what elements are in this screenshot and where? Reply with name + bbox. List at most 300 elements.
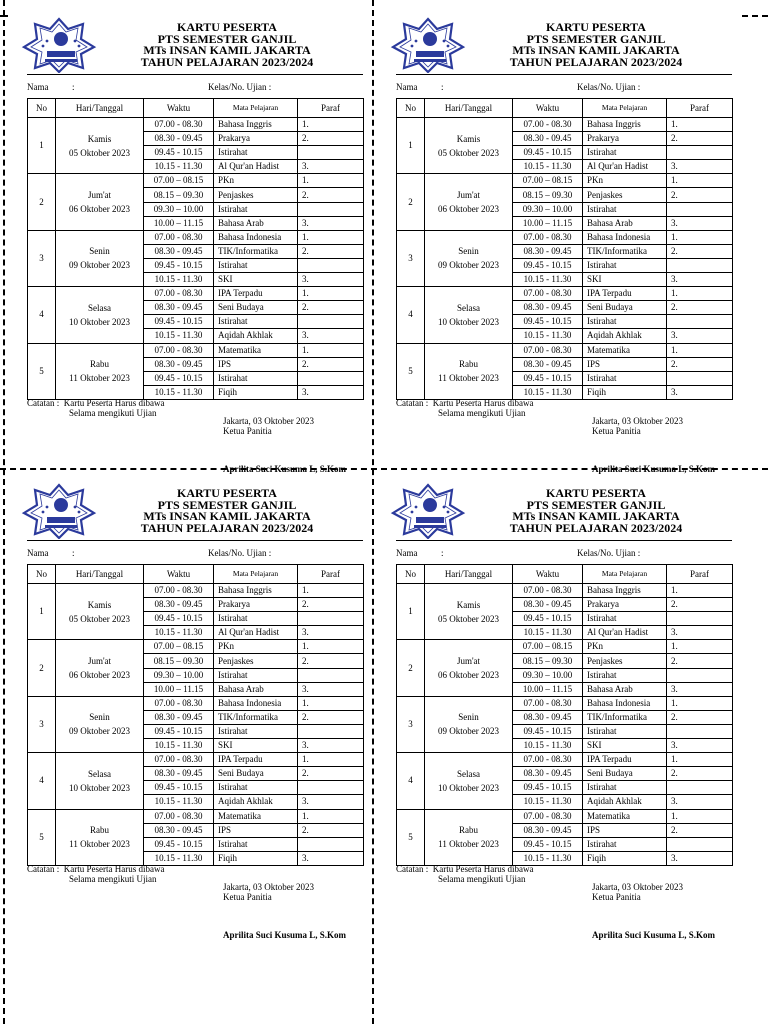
signature-slot: 1. [298, 343, 364, 357]
day-date-cell [56, 640, 144, 696]
note-line-1: Kartu Peserta Harus dibawa [432, 864, 534, 874]
schedule-row [28, 584, 364, 598]
time-slot: 10.15 - 11.30 [144, 795, 214, 809]
name-colon: : [441, 548, 444, 558]
exam-date: 10 Oktober 2023 [438, 316, 499, 327]
exam-card-2 [396, 13, 736, 474]
time-slot: 10.15 - 11.30 [513, 329, 583, 343]
time-slot: 09.45 - 10.15 [144, 612, 214, 626]
card-title: KARTU PESERTA [546, 486, 646, 500]
day-number: 3 [28, 696, 56, 752]
exam-date: 06 Oktober 2023 [438, 670, 499, 681]
name-label: Nama [27, 82, 49, 92]
signature-slot [667, 371, 733, 385]
exam-date: 11 Oktober 2023 [438, 373, 499, 384]
time-slot: 10.00 – 11.15 [144, 216, 214, 230]
day-number: 2 [28, 640, 56, 696]
exam-date: 09 Oktober 2023 [438, 726, 499, 737]
signature-slot [298, 146, 364, 160]
subject-name: Bahasa Arab [214, 216, 298, 230]
subject-name: TIK/Informatika [214, 710, 298, 724]
subject-name: Istirahat [583, 202, 667, 216]
time-slot: 07.00 - 08.30 [144, 696, 214, 710]
time-slot: 07.00 - 08.30 [144, 584, 214, 598]
academic-year: TAHUN PELAJARAN 2023/2024 [140, 520, 314, 535]
col-day: Hari/Tanggal [56, 565, 144, 584]
signature-slot: 2. [298, 244, 364, 258]
subject-name: Penjaskes [583, 188, 667, 202]
horizontal-cut-line-top-right [742, 15, 768, 17]
note-line-1: Kartu Peserta Harus dibawa [432, 398, 534, 408]
col-sign: Paraf [298, 99, 364, 118]
subject-name: Bahasa Arab [583, 682, 667, 696]
time-slot: 09.45 - 10.15 [144, 837, 214, 851]
signature-block [223, 883, 314, 902]
school-name: MTs INSAN KAMIL JAKARTA [143, 509, 311, 523]
day-name: Rabu [459, 825, 478, 836]
subject-name: Istirahat [583, 146, 667, 160]
day-date-cell [425, 230, 513, 286]
table-header-row [28, 565, 364, 584]
time-slot: 07.00 – 08.15 [513, 640, 583, 654]
day-date-cell [425, 118, 513, 174]
exam-date: 06 Oktober 2023 [69, 670, 130, 681]
day-date-cell [425, 809, 513, 865]
day-name: Jum'at [456, 656, 481, 667]
signature-slot: 3. [298, 329, 364, 343]
time-slot: 07.00 - 08.30 [513, 343, 583, 357]
card-title: KARTU PESERTA [177, 20, 277, 34]
note-line-1: Kartu Peserta Harus dibawa [63, 398, 165, 408]
time-slot: 09.45 - 10.15 [513, 315, 583, 329]
subject-name: IPS [583, 823, 667, 837]
day-number: 5 [28, 343, 56, 399]
exam-card-1 [27, 13, 367, 474]
signature-slot: 3. [298, 216, 364, 230]
col-subject [214, 99, 298, 118]
committee-role: Ketua Panitia [223, 425, 272, 436]
signature-slot: 2. [298, 188, 364, 202]
time-slot: 07.00 – 08.15 [144, 174, 214, 188]
signature-slot: 3. [667, 795, 733, 809]
signature-slot: 2. [667, 823, 733, 837]
time-slot: 07.00 - 08.30 [513, 118, 583, 132]
card-title: KARTU PESERTA [546, 20, 646, 34]
time-slot: 10.15 - 11.30 [144, 739, 214, 753]
schedule-row [28, 809, 364, 823]
day-number: 3 [397, 230, 425, 286]
day-number: 1 [397, 584, 425, 640]
subject-name: Bahasa Arab [583, 216, 667, 230]
time-slot: 08.15 – 09.30 [513, 654, 583, 668]
logo-globe [423, 32, 437, 46]
place-date: Jakarta, 03 Oktober 2023 [223, 416, 314, 426]
time-slot: 07.00 - 08.30 [513, 287, 583, 301]
name-colon: : [72, 82, 75, 92]
signature-slot: 3. [298, 851, 364, 865]
schedule-row [28, 287, 364, 301]
schedule-row [28, 118, 364, 132]
signature-block [592, 417, 683, 436]
signature-slot: 1. [298, 696, 364, 710]
subject-name: Fiqih [583, 385, 667, 399]
subject-name: Prakarya [583, 598, 667, 612]
committee-role: Ketua Panitia [592, 425, 641, 436]
day-number: 4 [397, 287, 425, 343]
day-date-cell [425, 696, 513, 752]
schedule-table [27, 564, 364, 866]
subject-name: IPS [583, 357, 667, 371]
time-slot: 10.00 – 11.15 [513, 682, 583, 696]
note [27, 865, 164, 884]
day-name: Kamis [87, 133, 112, 144]
time-slot: 09.45 - 10.15 [144, 146, 214, 160]
subject-name: Istirahat [214, 315, 298, 329]
exam-name: PTS SEMESTER GANJIL [526, 31, 666, 46]
day-number: 1 [397, 118, 425, 174]
time-slot: 07.00 – 08.15 [513, 174, 583, 188]
day-name: Jum'at [87, 190, 112, 201]
school-logo [390, 17, 466, 73]
signature-slot: 2. [298, 598, 364, 612]
name-colon: : [72, 548, 75, 558]
day-name: Senin [458, 712, 479, 723]
school-logo [21, 17, 97, 73]
time-slot: 08.30 - 09.45 [513, 301, 583, 315]
time-slot: 07.00 - 08.30 [144, 753, 214, 767]
time-slot: 10.15 - 11.30 [144, 160, 214, 174]
time-slot: 07.00 - 08.30 [144, 230, 214, 244]
schedule-row [397, 230, 733, 244]
subject-name: Prakarya [214, 598, 298, 612]
time-slot: 07.00 - 08.30 [513, 230, 583, 244]
signature-slot [298, 837, 364, 851]
day-number: 4 [28, 287, 56, 343]
name-colon: : [441, 82, 444, 92]
exam-date: 11 Oktober 2023 [69, 373, 130, 384]
schedule-table [27, 98, 364, 400]
signature-slot [298, 668, 364, 682]
signer-name: Aprilita Suci Kusuma L, S.Kom [223, 930, 347, 940]
subject-name: Prakarya [214, 132, 298, 146]
signature-slot: 3. [298, 160, 364, 174]
day-name: Kamis [87, 599, 112, 610]
col-no: No [28, 565, 56, 584]
signature-slot: 3. [298, 273, 364, 287]
time-slot: 07.00 - 08.30 [513, 696, 583, 710]
note-line-1: Kartu Peserta Harus dibawa [63, 864, 165, 874]
day-number: 1 [28, 584, 56, 640]
exam-date: 09 Oktober 2023 [69, 260, 130, 271]
card-header [456, 22, 736, 68]
day-number: 1 [28, 118, 56, 174]
subject-name: IPA Terpadu [214, 287, 298, 301]
col-time: Waktu [513, 565, 583, 584]
subject-name: Seni Budaya [214, 767, 298, 781]
day-name: Jum'at [87, 656, 112, 667]
time-slot: 09.45 - 10.15 [144, 724, 214, 738]
signature-slot: 1. [667, 753, 733, 767]
col-subject-label: Mata Pelajaran [232, 569, 279, 579]
time-slot: 08.30 - 09.45 [513, 357, 583, 371]
subject-name: Istirahat [214, 724, 298, 738]
time-slot: 08.30 - 09.45 [144, 357, 214, 371]
time-slot: 09.30 – 10.00 [144, 668, 214, 682]
schedule-row [397, 174, 733, 188]
day-name: Senin [89, 246, 110, 257]
schedule-row [397, 118, 733, 132]
time-slot: 09.45 - 10.15 [513, 371, 583, 385]
signature-slot: 1. [298, 174, 364, 188]
day-number: 2 [397, 174, 425, 230]
day-number: 2 [397, 640, 425, 696]
table-header-row [397, 99, 733, 118]
day-number: 4 [28, 753, 56, 809]
time-slot: 10.15 - 11.30 [513, 795, 583, 809]
day-date-cell [56, 287, 144, 343]
subject-name: PKn [214, 640, 298, 654]
signature-slot: 2. [298, 710, 364, 724]
subject-name: Istirahat [583, 315, 667, 329]
signature-slot: 1. [667, 640, 733, 654]
logo-globe [54, 32, 68, 46]
academic-year: TAHUN PELAJARAN 2023/2024 [140, 54, 314, 69]
school-name: MTs INSAN KAMIL JAKARTA [512, 43, 680, 57]
subject-name: Istirahat [214, 668, 298, 682]
signature-slot [298, 315, 364, 329]
note-line-2: Selama mengikuti Ujian [69, 873, 157, 884]
time-slot: 10.15 - 11.30 [513, 160, 583, 174]
signature-slot: 3. [667, 739, 733, 753]
note-line-2: Selama mengikuti Ujian [438, 873, 526, 884]
subject-name: Fiqih [214, 385, 298, 399]
name-label: Nama [396, 548, 418, 558]
signature-slot: 2. [667, 710, 733, 724]
name-label: Nama [396, 82, 418, 92]
school-name: MTs INSAN KAMIL JAKARTA [512, 509, 680, 523]
signature-slot: 1. [298, 584, 364, 598]
time-slot: 09.45 - 10.15 [144, 371, 214, 385]
exam-date: 10 Oktober 2023 [69, 316, 130, 327]
day-date-cell [56, 118, 144, 174]
exam-name: PTS SEMESTER GANJIL [526, 497, 666, 512]
subject-name: PKn [583, 640, 667, 654]
signature-slot [667, 315, 733, 329]
signature-block [223, 417, 314, 436]
time-slot: 09.45 - 10.15 [513, 837, 583, 851]
schedule-row [28, 640, 364, 654]
time-slot: 09.30 – 10.00 [513, 202, 583, 216]
col-day: Hari/Tanggal [425, 565, 513, 584]
day-date-cell [425, 287, 513, 343]
exam-date: 10 Oktober 2023 [438, 782, 499, 793]
subject-name: IPA Terpadu [214, 753, 298, 767]
schedule-row [28, 174, 364, 188]
time-slot: 10.15 - 11.30 [144, 385, 214, 399]
schedule-row [397, 640, 733, 654]
exam-name: PTS SEMESTER GANJIL [157, 31, 297, 46]
signature-slot [298, 258, 364, 272]
signature-slot: 3. [667, 626, 733, 640]
signer-name: Aprilita Suci Kusuma L, S.Kom [592, 464, 716, 474]
subject-name: PKn [583, 174, 667, 188]
card-header [87, 488, 367, 534]
subject-name: Al Qur'an Hadist [214, 160, 298, 174]
signature-slot: 1. [298, 809, 364, 823]
time-slot: 08.15 – 09.30 [144, 188, 214, 202]
col-no: No [397, 565, 425, 584]
logo-globe [54, 498, 68, 512]
exam-date: 06 Oktober 2023 [438, 204, 499, 215]
signature-slot: 2. [298, 132, 364, 146]
subject-name: Istirahat [583, 668, 667, 682]
time-slot: 10.15 - 11.30 [513, 739, 583, 753]
subject-name: Bahasa Indonesia [583, 696, 667, 710]
col-no: No [28, 99, 56, 118]
signature-slot [667, 258, 733, 272]
time-slot: 08.30 - 09.45 [513, 767, 583, 781]
col-sign: Paraf [298, 565, 364, 584]
exam-card-3 [27, 479, 367, 940]
exam-card-4 [396, 479, 736, 940]
col-day: Hari/Tanggal [425, 99, 513, 118]
col-subject [214, 565, 298, 584]
signature-slot [298, 724, 364, 738]
day-name: Senin [458, 246, 479, 257]
signature-slot: 2. [667, 244, 733, 258]
time-slot: 08.30 - 09.45 [513, 710, 583, 724]
col-subject-label: Mata Pelajaran [232, 103, 279, 113]
day-name: Selasa [88, 768, 111, 779]
subject-name: TIK/Informatika [583, 710, 667, 724]
day-number: 3 [28, 230, 56, 286]
signature-slot: 2. [667, 357, 733, 371]
schedule-row [397, 696, 733, 710]
day-number: 2 [28, 174, 56, 230]
signature-slot: 2. [298, 357, 364, 371]
time-slot: 08.30 - 09.45 [144, 244, 214, 258]
subject-name: Bahasa Inggris [214, 584, 298, 598]
subject-name: Istirahat [214, 258, 298, 272]
signature-slot: 1. [298, 230, 364, 244]
time-slot: 08.15 – 09.30 [144, 654, 214, 668]
signature-slot: 2. [298, 767, 364, 781]
signature-slot: 3. [298, 682, 364, 696]
time-slot: 09.45 - 10.15 [513, 146, 583, 160]
exam-date: 11 Oktober 2023 [69, 839, 130, 850]
subject-name: SKI [583, 273, 667, 287]
day-name: Selasa [457, 768, 480, 779]
col-sign: Paraf [667, 99, 733, 118]
time-slot: 08.30 - 09.45 [513, 132, 583, 146]
subject-name: Penjaskes [214, 654, 298, 668]
subject-name: Istirahat [214, 202, 298, 216]
subject-name: IPA Terpadu [583, 287, 667, 301]
class-label: Kelas/No. Ujian : [577, 82, 641, 92]
day-date-cell [56, 584, 144, 640]
note [396, 399, 533, 418]
signature-slot: 2. [667, 301, 733, 315]
note-label: Catatan : [27, 398, 60, 408]
school-logo [390, 483, 466, 539]
subject-name: Matematika [583, 809, 667, 823]
table-header-row [28, 99, 364, 118]
signature-slot: 3. [667, 216, 733, 230]
academic-year: TAHUN PELAJARAN 2023/2024 [509, 54, 683, 69]
header-divider [396, 74, 732, 75]
signature-slot [667, 724, 733, 738]
time-slot: 07.00 – 08.15 [144, 640, 214, 654]
place-date: Jakarta, 03 Oktober 2023 [223, 882, 314, 892]
schedule-row [28, 753, 364, 767]
subject-name: Bahasa Arab [214, 682, 298, 696]
time-slot: 09.30 – 10.00 [144, 202, 214, 216]
subject-name: Seni Budaya [583, 301, 667, 315]
card-title: KARTU PESERTA [177, 486, 277, 500]
col-subject-label: Mata Pelajaran [601, 569, 648, 579]
time-slot: 10.00 – 11.15 [513, 216, 583, 230]
signature-slot [667, 668, 733, 682]
signature-slot: 2. [298, 823, 364, 837]
vertical-cut-line-middle [372, 0, 374, 1024]
signature-slot [667, 612, 733, 626]
schedule-row [28, 343, 364, 357]
signature-slot: 3. [667, 329, 733, 343]
col-time: Waktu [513, 99, 583, 118]
time-slot: 07.00 - 08.30 [144, 118, 214, 132]
subject-name: Penjaskes [214, 188, 298, 202]
table-header-row [397, 565, 733, 584]
subject-name: Bahasa Indonesia [583, 230, 667, 244]
time-slot: 10.15 - 11.30 [144, 851, 214, 865]
day-number: 5 [397, 343, 425, 399]
time-slot: 08.30 - 09.45 [144, 301, 214, 315]
col-subject [583, 565, 667, 584]
subject-name: Seni Budaya [214, 301, 298, 315]
time-slot: 08.30 - 09.45 [144, 823, 214, 837]
signature-slot [298, 371, 364, 385]
subject-name: TIK/Informatika [214, 244, 298, 258]
exam-date: 09 Oktober 2023 [69, 726, 130, 737]
time-slot: 08.30 - 09.45 [513, 598, 583, 612]
signature-slot: 3. [667, 851, 733, 865]
time-slot: 10.15 - 11.30 [144, 626, 214, 640]
time-slot: 10.15 - 11.30 [513, 851, 583, 865]
signature-slot: 3. [667, 160, 733, 174]
vertical-cut-line-left [3, 0, 5, 1024]
schedule-row [28, 696, 364, 710]
subject-name: SKI [214, 273, 298, 287]
signature-slot: 1. [667, 230, 733, 244]
subject-name: Istirahat [214, 837, 298, 851]
exam-date: 05 Oktober 2023 [69, 147, 130, 158]
note-label: Catatan : [396, 398, 429, 408]
signature-slot: 1. [667, 118, 733, 132]
time-slot: 09.45 - 10.15 [144, 781, 214, 795]
signature-slot: 1. [667, 343, 733, 357]
subject-name: Bahasa Indonesia [214, 230, 298, 244]
time-slot: 07.00 - 08.30 [513, 753, 583, 767]
signature-slot: 1. [667, 809, 733, 823]
signature-slot: 3. [667, 385, 733, 399]
schedule-table [396, 564, 733, 866]
subject-name: Istirahat [214, 781, 298, 795]
subject-name: Matematika [583, 343, 667, 357]
time-slot: 09.45 - 10.15 [513, 724, 583, 738]
schedule-row [397, 343, 733, 357]
col-no: No [397, 99, 425, 118]
subject-name: Aqidah Akhlak [583, 329, 667, 343]
